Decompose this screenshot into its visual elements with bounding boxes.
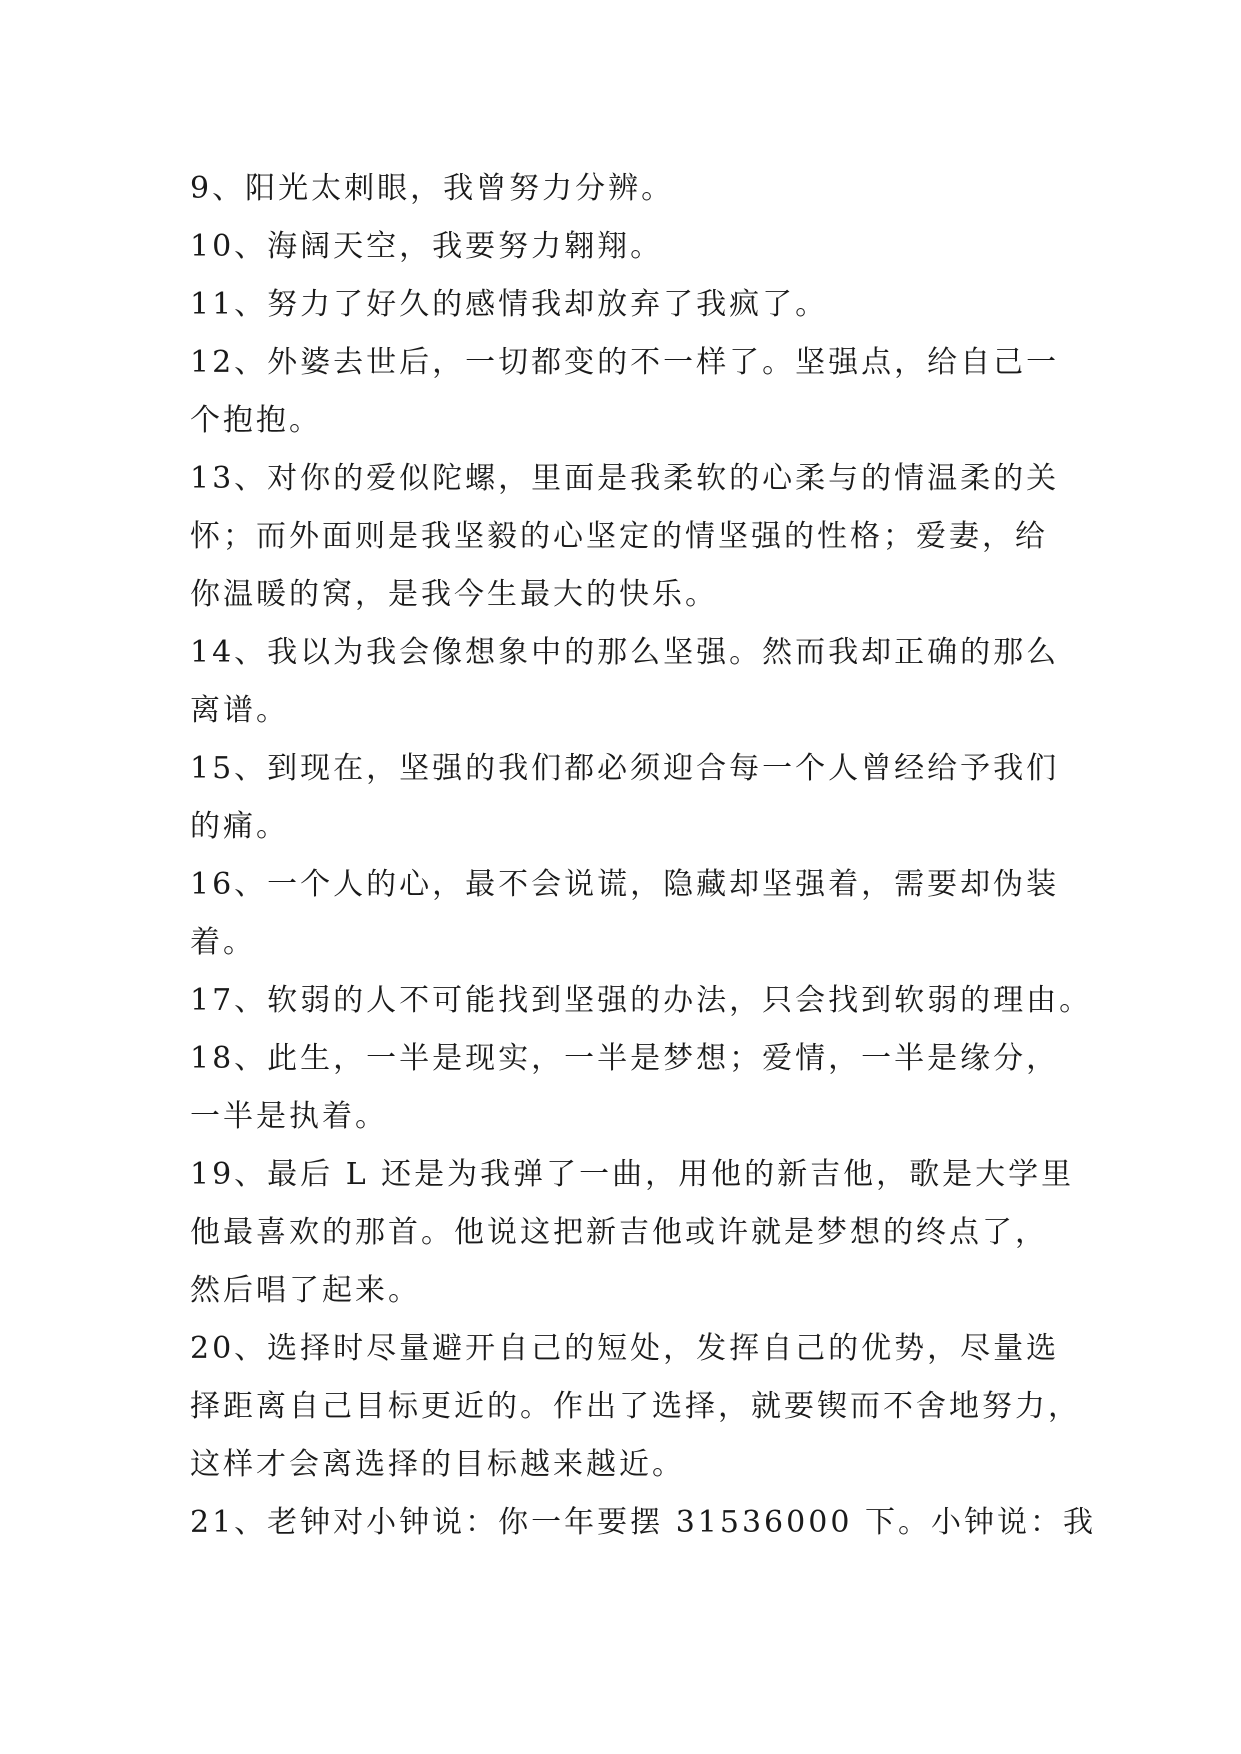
text-line: 10、海阔天空，我要努力翱翔。 [190, 229, 664, 264]
text-line: 19、最后 L 还是为我弹了一曲，用他的新吉他，歌是大学里 [190, 1157, 1075, 1192]
text-line: 20、选择时尽量避开自己的短处，发挥自己的优势，尽量选 [190, 1331, 1060, 1366]
text-line: 15、到现在，坚强的我们都必须迎合每一个人曾经给予我们 [190, 751, 1060, 786]
text-line: 着。 [190, 925, 256, 960]
text-line: 个抱抱。 [190, 403, 322, 438]
text-line: 17、软弱的人不可能找到坚强的办法，只会找到软弱的理由。 [190, 983, 1093, 1018]
document-body [190, 160, 1096, 1552]
text-line: 21、老钟对小钟说：你一年要摆 31536000 下。小钟说：我 [190, 1505, 1096, 1540]
text-line: 12、外婆去世后，一切都变的不一样了。坚强点，给自己一 [190, 345, 1060, 380]
text-line: 18、此生，一半是现实，一半是梦想；爱情，一半是缘分， [190, 1041, 1060, 1076]
text-line: 13、对你的爱似陀螺，里面是我柔软的心柔与的情温柔的关 [190, 461, 1060, 496]
text-line: 14、我以为我会像想象中的那么坚强。然而我却正确的那么 [190, 635, 1060, 670]
text-line: 9、阳光太刺眼，我曾努力分辨。 [190, 171, 675, 206]
text-line: 你温暖的窝，是我今生最大的快乐。 [190, 577, 718, 612]
text-line: 这样才会离选择的目标越来越近。 [190, 1447, 685, 1482]
text-line: 他最喜欢的那首。他说这把新吉他或许就是梦想的终点了， [190, 1215, 1048, 1250]
text-line: 11、努力了好久的感情我却放弃了我疯了。 [190, 287, 829, 322]
text-line: 的痛。 [190, 809, 289, 844]
text-line: 择距离自己目标更近的。作出了选择，就要锲而不舍地努力， [190, 1389, 1081, 1424]
text-line: 一半是执着。 [190, 1099, 388, 1134]
text-line: 怀；而外面则是我坚毅的心坚定的情坚强的性格；爱妻，给 [190, 519, 1048, 554]
text-line: 16、一个人的心，最不会说谎，隐藏却坚强着，需要却伪装 [190, 867, 1060, 902]
text-line: 离谱。 [190, 693, 289, 728]
text-line: 然后唱了起来。 [190, 1273, 421, 1308]
